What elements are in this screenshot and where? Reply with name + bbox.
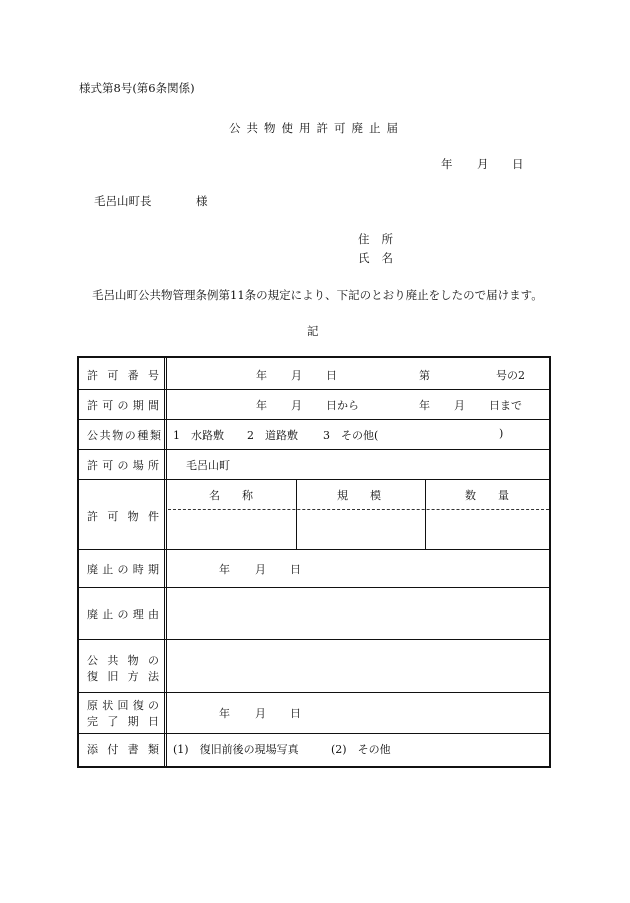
notice-table [77,356,551,768]
row3-option-3: 3 その他( [323,429,379,442]
row3-option-1: 1 水路敷 [173,429,224,442]
row1-gou: 号の2 [496,369,525,382]
date-month-label: 月 [477,157,489,171]
row10-item-2: (2) その他 [331,743,391,756]
row1-year: 年 [256,369,267,382]
row5-col-name: 名 称 [209,489,253,502]
row1-month: 月 [291,369,302,382]
label-permit-location: 許可の場所 [87,459,159,472]
date-year-label: 年 [441,157,453,171]
row2-year1: 年 [256,399,267,412]
label-abolition-reason: 廃止の理由 [87,608,159,621]
row6-day: 日 [290,563,301,576]
row2-year2: 年 [419,399,430,412]
row5-col-scale: 規 模 [337,489,381,502]
row3-option-2: 2 道路敷 [247,429,298,442]
ki-heading: 記 [307,324,319,338]
label-restoration-completion-line1: 原状回復の [87,699,159,712]
row2-month2: 月 [454,399,465,412]
row2-month1: 月 [291,399,302,412]
row10-item-1: (1) 復旧前後の現場写真 [173,743,299,756]
page-title: 公共物使用許可廃止届 [229,121,404,135]
form-code: 様式第8号(第6条関係) [79,81,195,95]
row1-day: 日 [326,369,337,382]
row1-dai: 第 [419,369,430,382]
label-permit-item: 許可物件 [87,510,159,523]
row2-until: 日まで [489,399,522,412]
row6-month: 月 [255,563,266,576]
label-attachments: 添付書類 [87,743,159,756]
label-restoration-completion-line2: 完了期日 [87,715,159,728]
row6-year: 年 [219,563,230,576]
row9-month: 月 [255,707,266,720]
addressee-name: 毛呂山町長 [94,194,152,208]
row2-from: 日から [326,399,359,412]
label-abolition-time: 廃止の時期 [87,563,159,576]
label-permit-number: 許可番号 [87,369,159,382]
row5-col-quantity: 数 量 [465,489,509,502]
address-label: 住所 [358,232,405,246]
addressee-honorific: 様 [196,194,208,208]
row4-location: 毛呂山町 [186,459,230,472]
label-restoration-method-line1: 公共物の [87,654,159,667]
label-permit-period: 許可の期間 [87,399,159,412]
row9-day: 日 [290,707,301,720]
statement-text: 毛呂山町公共物管理条例第11条の規定により、下記のとおり廃止をしたので届けます。 [92,288,543,302]
row9-year: 年 [219,707,230,720]
date-day-label: 日 [512,157,524,171]
label-public-property-type: 公共物の種類 [87,429,161,442]
label-restoration-method-line2: 復旧方法 [87,670,159,683]
name-label: 氏名 [358,251,405,265]
row3-close-paren: ) [499,427,504,440]
